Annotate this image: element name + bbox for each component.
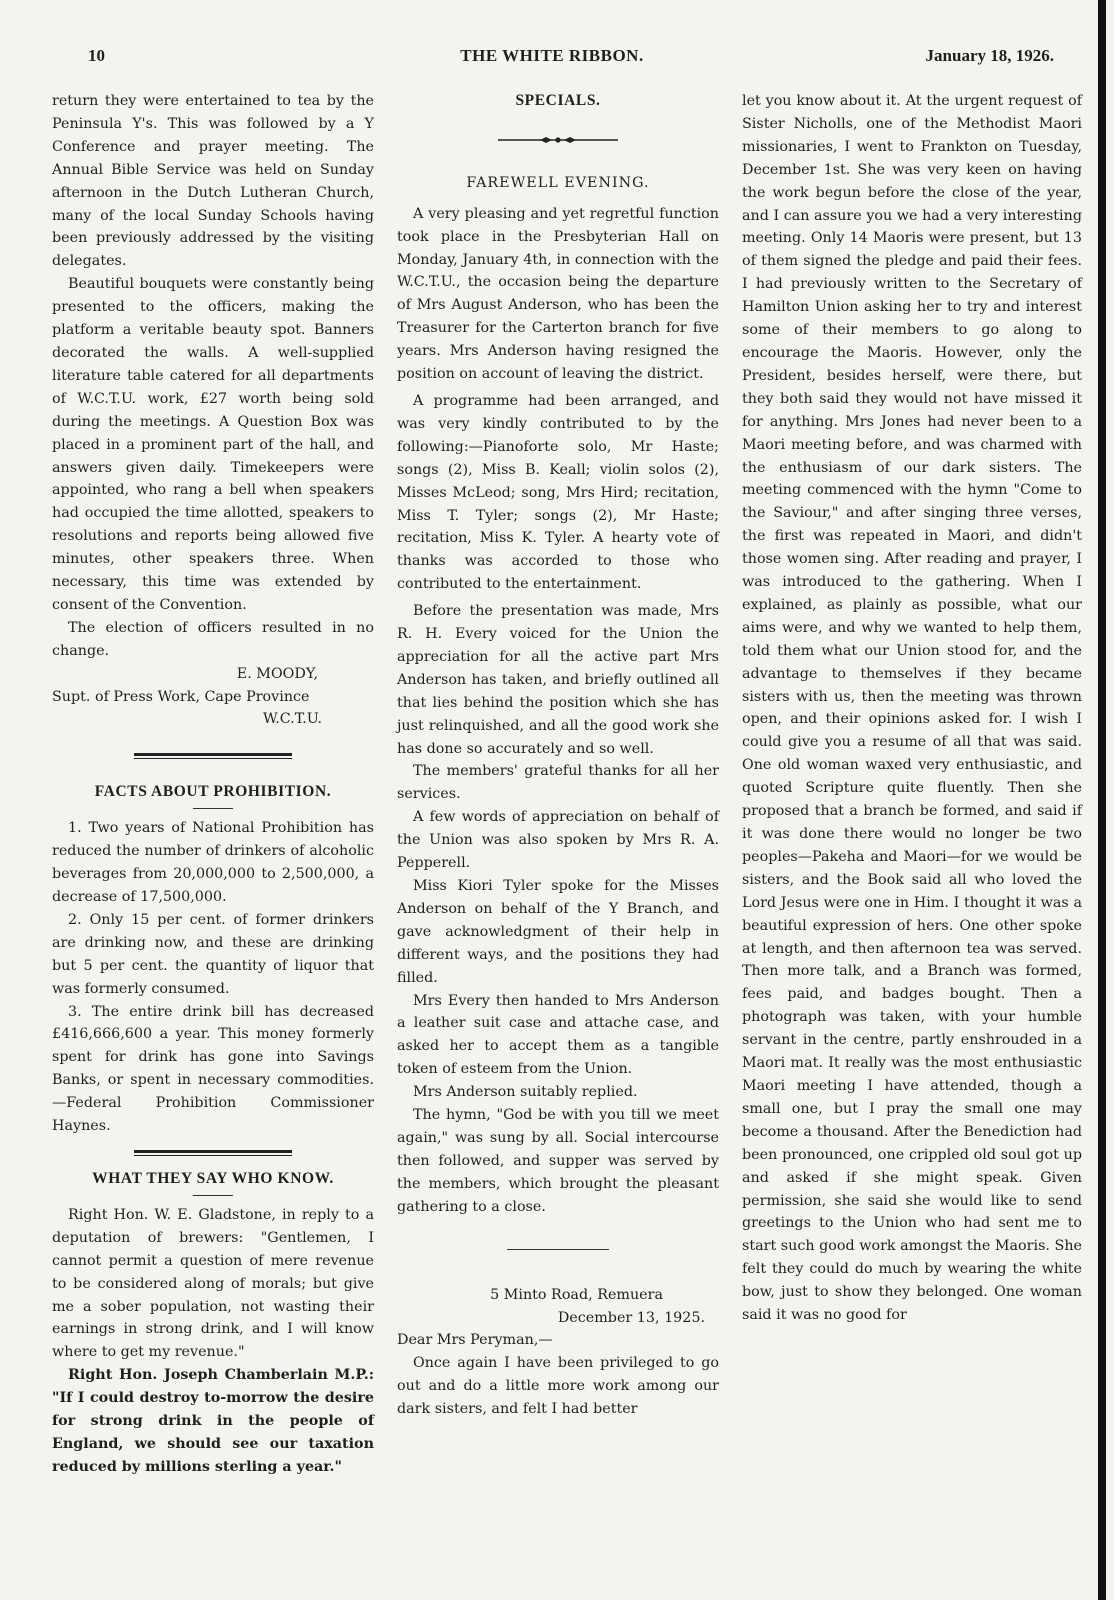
issue-date: January 18, 1926. xyxy=(925,46,1054,65)
section-divider xyxy=(507,1249,609,1250)
article-paragraph: The hymn, "God be with you till we meet again," was sung by all. Social intercourse then followed, and supper was served by the members, which brought the pleasant gathering to a close. xyxy=(397,1107,719,1215)
article-paragraph: A very pleasing and yet regretful function took place in the Presbyterian Hall on Monday, January 4th, in connection with the W.C.T.U., the occasion being the departure of Mrs August Anderson, who has been the Treasurer for the Carterton branch for five years. Mrs Anderson having resigned the position on account of leaving the district. xyxy=(397,205,719,383)
say-heading: WHAT THEY SAY WHO KNOW. xyxy=(92,1169,334,1187)
column-middle xyxy=(397,90,719,1421)
farewell-heading: FAREWELL EVENING. xyxy=(466,174,650,191)
page-header xyxy=(50,40,1054,70)
article-paragraph: return they were entertained to tea by the Peninsula Y's. This was followed by a Y Conference and prayer meeting. The Annual Bible Service was held on Sunday afternoon in the Dutch Lutheran Church, many of the local Sunday Schools having been previously addressed by the visiting delegates. xyxy=(52,93,374,270)
signature-name: E. MOODY, xyxy=(236,665,318,682)
heading-rule xyxy=(193,1195,233,1196)
article-paragraph: The election of officers resulted in no change. xyxy=(52,619,374,659)
article-paragraph: Mrs Anderson suitably replied. xyxy=(413,1084,638,1101)
article-paragraph: Beautiful bouquets were constantly being presented to the officers, making the platform a veritable beauty spot. Banners decorated the walls. A well-supplied literature table catered for all departments of W.C.T.U. work, £27 worth being sold during the meetings. A Question Box was placed in a prominent part of the hall, and answers given daily. Timekeepers were appointed, who rang a bell when speakers had occupied the time allotted, speakers to resolutions and reports being allowed five minutes, other speakers three. When necessary, this time was extended by consent of the Convention. xyxy=(52,276,374,613)
section-divider xyxy=(134,1150,292,1156)
facts-heading: FACTS ABOUT PROHIBITION. xyxy=(94,783,332,801)
quote-paragraph: Right Hon. W. E. Gladstone, in reply to a deputation of brewers: "Gentlemen, I cannot permit a question of mere revenue to be considered along of morals; but give me a sober population, not wasting their earnings in strong drink, and I will know where to get my revenue." xyxy=(52,1206,374,1361)
quote-paragraph: Right Hon. Joseph Chamberlain M.P.: "If I could destroy to-morrow the desire for strong drink in the people of England, we should see our taxation reduced by millions sterling a year." xyxy=(52,1367,374,1475)
letter-date: December 13, 1925. xyxy=(557,1309,705,1326)
article-paragraph: A programme had been arranged, and was very kindly contributed to by the following:—Pianoforte solo, Mr Haste; songs (2), Miss B. Keall; violin solos (2), Misses McLeod; song, Mrs Hird; recitation, Miss T. Tyler; songs (2), Mr Haste; recitation, Miss K. Tyler. A hearty vote of thanks was accorded to those who contributed to the entertainment. xyxy=(397,392,719,593)
letter-address: 5 Minto Road, Remuera xyxy=(490,1286,663,1303)
ornament-icon xyxy=(498,136,618,144)
column-right xyxy=(742,90,1082,1327)
fact-item: 1. Two years of National Prohibition has reduced the number of drinkers of alcoholic beverages from 20,000,000 to 2,500,000, a decrease of 17,500,000. xyxy=(52,820,374,905)
letter-paragraph: Once again I have been privileged to go out and do a little more work among our dark sisters, and felt I had better xyxy=(397,1355,719,1418)
article-paragraph: A few words of appreciation on behalf of the Union was also spoken by Mrs R. A. Pepperell. xyxy=(397,809,719,872)
ornament-divider xyxy=(397,129,719,152)
heading-rule xyxy=(193,808,233,809)
signature-org: W.C.T.U. xyxy=(263,711,322,728)
signature-role: Supt. of Press Work, Cape Province xyxy=(52,688,310,705)
newspaper-title: THE WHITE RIBBON. xyxy=(460,46,644,65)
page-number: 10 xyxy=(88,46,105,65)
fact-item: 2. Only 15 per cent. of former drinkers are drinking now, and these are drinking but 5 per cent. the quantity of liquor that was formerly consumed. xyxy=(52,911,374,997)
article-paragraph: The members' grateful thanks for all her services. xyxy=(397,763,719,803)
page-edge-shadow xyxy=(1098,0,1106,1600)
column-left xyxy=(52,90,374,1479)
letter-paragraph: let you know about it. At the urgent request of Sister Nicholls, one of the Methodist Maori missionaries, I went to Frankton on Tuesday, December 1st. She was very keen on having the work begun before the close of the year, and I can assure you we had a very interesting meeting. Only 14 Maoris were present, but 13 of them signed the pledge and paid their fees. I had previously written to the Secretary of Hamilton Union asking her to try and interest some of their members to go along to encourage the Maoris. However, only the President, besides herself, were there, but they both said they would not have missed it for anything. Mrs Jones had never been to a Maori meeting before, and was charmed with the enthusiasm of our dark sisters. The meeting commenced with the hymn "Come to the Saviour," and after singing three verses, the first was repeated in Maori, and didn't those women sing. After reading and prayer, I was introduced to the gathering. When I explained, as plainly as possible, what our aims were, and why we wanted to help them, told them what our Union stood for, and the advantage to themselves if they became sisters with us, then the meeting was thrown open, and their opinions asked for. I wish I could give you a resume of all that was said. One old woman waxed very enthusiastic, and quoted Scripture quite fluently. Then she proposed that a branch be formed, and said if it was done there would no longer be two peoples—Pakeha and Maori—for we would be sisters, and the Book said all who loved the Lord Jesus were one in Him. I thought it was a beautiful expression of hers. One other spoke at length, and then afternoon tea was served. Then more talk, and a Branch was formed, fees paid, and badges bought. Then a photograph was taken, with your humble servant in the centre, partly enshrouded in a Maori mat. It really was the most enthusiastic Maori meeting I have attended, though a small one, but I pray the small one may become a thousand. After the Benediction had been pronounced, one crippled old soul got up and asked if she might speak. Given permission, she said she would like to send greetings to the Union who had sent me to start such good work amongst the Maoris. She felt they could do much by wearing the white bow, just to show they belonged. One woman said it was no good for xyxy=(742,93,1082,1324)
article-paragraph: Before the presentation was made, Mrs R. H. Every voiced for the Union the appreciation for all the active part Mrs Anderson has taken, and briefly outlined all that lies behind the position which she has just relinquished, and all the good work she has done so accurately and so well. xyxy=(397,603,719,757)
article-paragraph: Mrs Every then handed to Mrs Anderson a leather suit case and attache case, and asked her to accept them as a tangible token of esteem from the Union. xyxy=(397,992,719,1078)
letter-salutation: Dear Mrs Peryman,— xyxy=(397,1332,553,1349)
article-paragraph: Miss Kiori Tyler spoke for the Misses Anderson on behalf of the Y Branch, and gave acknowledgment of their help in different ways, and the positions they had filled. xyxy=(397,878,719,986)
specials-heading: SPECIALS. xyxy=(515,92,601,109)
fact-item: 3. The entire drink bill has decreased £416,666,600 a year. This money formerly spent for drink has gone into Savings Banks, or spent in necessary commodities.—Federal Prohibition Commissioner Haynes. xyxy=(52,1003,374,1135)
section-divider xyxy=(134,753,292,759)
